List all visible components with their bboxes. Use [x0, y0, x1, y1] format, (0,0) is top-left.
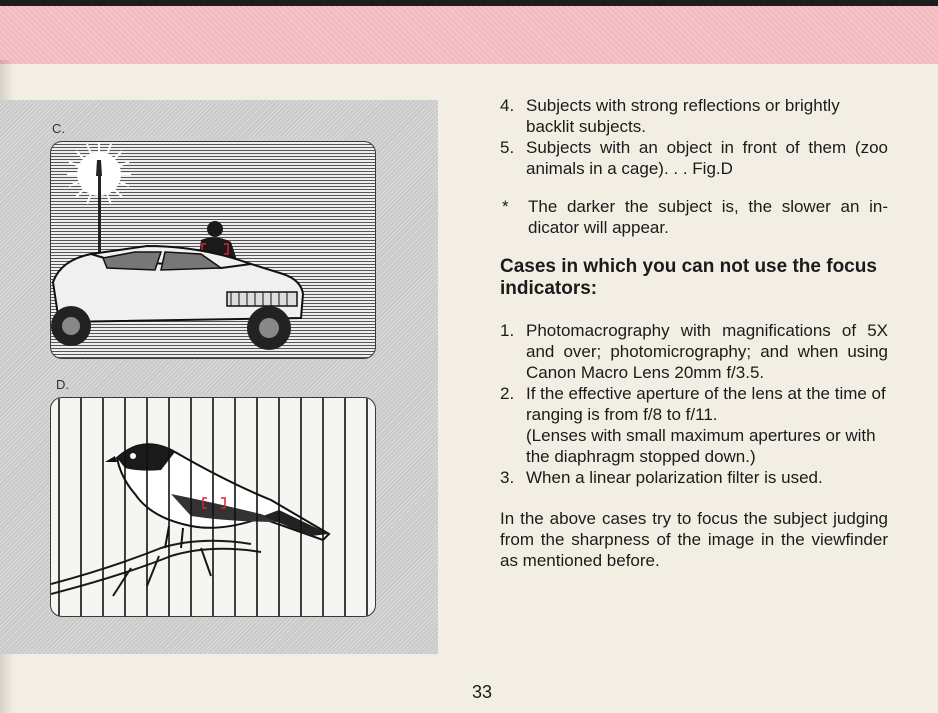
list-item-4	[500, 95, 888, 137]
list-text: Subjects with an object in front of them (zoo animals in a cage). . . Fig.D	[526, 138, 888, 178]
bird-scene-drawing	[51, 398, 375, 616]
list-number: 5.	[500, 138, 515, 157]
list-text: If the effective aperture of the lens at the time of ranging is from f/8 to f/11.	[526, 384, 886, 424]
figure-d-illustration	[50, 397, 376, 617]
list-number	[500, 425, 526, 467]
closing-paragraph: In the above cases try to focus the subject judging from the sharpness of the image in the viewfinder as mentioned before.	[500, 509, 888, 570]
page-number: 33	[472, 682, 493, 702]
branch-drawing	[51, 541, 261, 596]
list-number: 2.	[500, 384, 515, 403]
case-item-3	[500, 467, 888, 488]
note-marker: *	[502, 197, 509, 216]
figure-c-illustration	[50, 141, 376, 359]
car-scene-drawing	[51, 142, 375, 358]
figure-d-label: D.	[56, 377, 69, 392]
note-item	[500, 196, 888, 238]
lamp-post	[98, 176, 101, 256]
section-heading: Cases in which you can not use the focus indicators:	[500, 256, 877, 299]
list-number: 3.	[500, 468, 515, 487]
cage-bars	[59, 398, 367, 616]
case-item-1	[500, 320, 888, 383]
list-item-5	[500, 137, 888, 179]
list-text: Subjects with strong reflections or brightly backlit subjects.	[526, 96, 840, 136]
list-number: 4.	[500, 96, 515, 115]
case-item-2-note	[500, 425, 888, 467]
figure-c-label: C.	[52, 121, 65, 136]
list-text: When a linear polarization filter is used.	[526, 468, 823, 487]
bird-drawing	[105, 444, 329, 548]
main-text-column	[500, 95, 888, 571]
list-number: 1.	[500, 321, 515, 340]
note-text: The darker the subject is, the slower an in-dicator will appear.	[528, 197, 888, 237]
list-text: Photomacrography with magnifications of 5X and over; photomicrography; and when using Canon Macro Lens 20mm f/3.5.	[526, 321, 888, 382]
pink-header-band	[0, 6, 938, 64]
car-drawing	[51, 246, 303, 350]
case-item-2	[500, 383, 888, 425]
list-text: (Lenses with small maximum apertures or with the diaphragm stopped down.)	[526, 426, 876, 466]
